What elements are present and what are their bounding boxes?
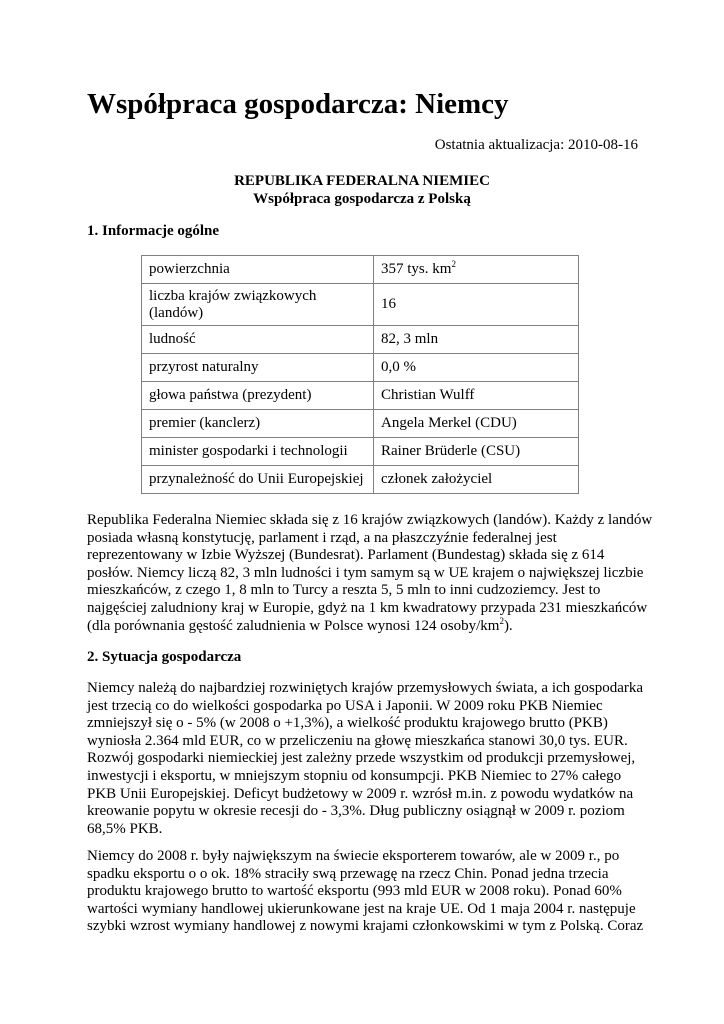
paragraph-line: posłów. Niemcy liczą 82, 3 mln ludności i tym samym są w UE krajem o największej liczbie xyxy=(87,564,644,581)
paragraph-line: Republika Federalna Niemiec składa się z 16 krajów związkowych (landów). Każdy z landów xyxy=(87,512,653,528)
paragraph-line: PKB Unii Europejskiej. Deficyt budżetowy w 2009 r. wzrósł m.in. z powodu wydatków na xyxy=(87,785,634,802)
table-row xyxy=(142,284,579,326)
section-2-heading: 2. Sytuacja gospodarcza xyxy=(87,649,242,665)
paragraph-line: Niemcy do 2008 r. były największym na świecie eksporterem towarów, ale w 2009 r., po xyxy=(87,848,620,864)
paragraph-line: Niemcy należą do najbardziej rozwiniętych krajów przemysłowych świata, a ich gospodarka xyxy=(87,680,644,696)
table-label: minister gospodarki i technologii xyxy=(142,438,374,466)
paragraph-line: szybki wzrost wymiany handlowej z nowymi krajami członkowskimi w tym z Polską. Coraz xyxy=(87,918,644,935)
table-value: 82, 3 mln xyxy=(374,326,579,354)
table-label: głowa państwa (prezydent) xyxy=(142,382,374,410)
paragraph-line: Rozwój gospodarki niemieckiej jest zależny przede wszystkim od produkcji przemysłowej, xyxy=(87,750,636,767)
paragraph-line: produktu krajowego brutto to wartość eksportu (993 mld EUR w 2008 roku). Ponad 60% xyxy=(87,883,622,900)
table-label: przynależność do Unii Europejskiej xyxy=(142,466,374,494)
table-value: 16 xyxy=(374,284,579,326)
table-label: premier (kanclerz) xyxy=(142,410,374,438)
table-label: powierzchnia xyxy=(142,256,374,284)
table-value: Rainer Brüderle (CSU) xyxy=(374,438,579,466)
cooperation-heading: Współpraca gospodarcza z Polską xyxy=(253,191,471,207)
paragraph-line: mieszkańców, z czego 1, 8 mln to Turcy a reszta 5, 5 mln to inni cudzoziemcy. Jest to xyxy=(87,582,601,599)
table-row xyxy=(142,256,579,284)
table-value: 0,0 % xyxy=(374,354,579,382)
page-title: Współpraca gospodarcza: Niemcy xyxy=(87,88,509,120)
paragraph-line: (dla porównania gęstość zaludnienia w Polsce wynosi 124 osoby/$km^2$). xyxy=(87,615,513,634)
table-row xyxy=(142,382,579,410)
paragraph-line: inwestycji i eksportu, w mniejszym stopniu od konsumpcji. PKB Niemiec to 27% całego xyxy=(87,767,622,784)
table-row xyxy=(142,410,579,438)
paragraph-line: wyniosła 2.364 mld EUR, co w przeliczeniu na głowę mieszkańca stanowi 30,0 tys. EUR. xyxy=(87,732,628,749)
country-heading: REPUBLIKA FEDERALNA NIEMIEC xyxy=(234,173,490,189)
export-paragraph xyxy=(87,848,647,936)
paragraph-line: spadku eksportu o o ok. 18% straciły swą przewagę na rzecz Chin. Ponad jedna trzecia xyxy=(87,865,609,882)
paragraph-line: kreowanie popytu w okresie recesji do - 3,3%. Dług publiczny osiągnął w 2009 r. poziom xyxy=(87,803,625,820)
paragraph-line: jest trzecią co do wielkości gospodarka po USA i Japonii. W 2009 roku PKB Niemiec xyxy=(87,697,603,714)
economy-paragraph xyxy=(87,680,647,838)
table-row xyxy=(142,354,579,382)
table-value: 357 tys. $km^2$ xyxy=(374,256,579,284)
paragraph-line: najgęściej zaludniony kraj w Europie, gdyż na 1 km kwadratowy przypada 231 mieszkańców xyxy=(87,599,648,616)
table-row xyxy=(142,438,579,466)
table-label: liczba krajów związkowych (landów) xyxy=(142,284,374,326)
paragraph-line: reprezentowany w Izbie Wyższej (Bundesrat). Parlament (Bundestag) składa się z 614 xyxy=(87,547,605,564)
table-row xyxy=(142,326,579,354)
table-label: ludność xyxy=(142,326,374,354)
table-row xyxy=(142,466,579,494)
table-value: Angela Merkel (CDU) xyxy=(374,410,579,438)
paragraph-line: 68,5% PKB. xyxy=(87,820,163,837)
general-info-table xyxy=(141,255,579,494)
last-update: Ostatnia aktualizacja: 2010-08-16 xyxy=(434,137,638,153)
paragraph-line: wartości wymiany handlowej ukierunkowane jest na kraje UE. Od 1 maja 2004 r. następuje xyxy=(87,900,636,917)
table-label: przyrost naturalny xyxy=(142,354,374,382)
table-value: Christian Wulff xyxy=(374,382,579,410)
paragraph-line: posiada własną konstytucję, parlament i rząd, a na płaszczyźnie federalnej jest xyxy=(87,529,557,546)
section-1-heading: 1. Informacje ogólne xyxy=(87,223,220,239)
table-value: członek założyciel xyxy=(374,466,579,494)
paragraph-line: zmniejszył się o - 5% (w 2008 o +1,3%), a wielkość produktu krajowego brutto (PKB) xyxy=(87,715,608,732)
federal-structure-paragraph xyxy=(87,512,653,635)
